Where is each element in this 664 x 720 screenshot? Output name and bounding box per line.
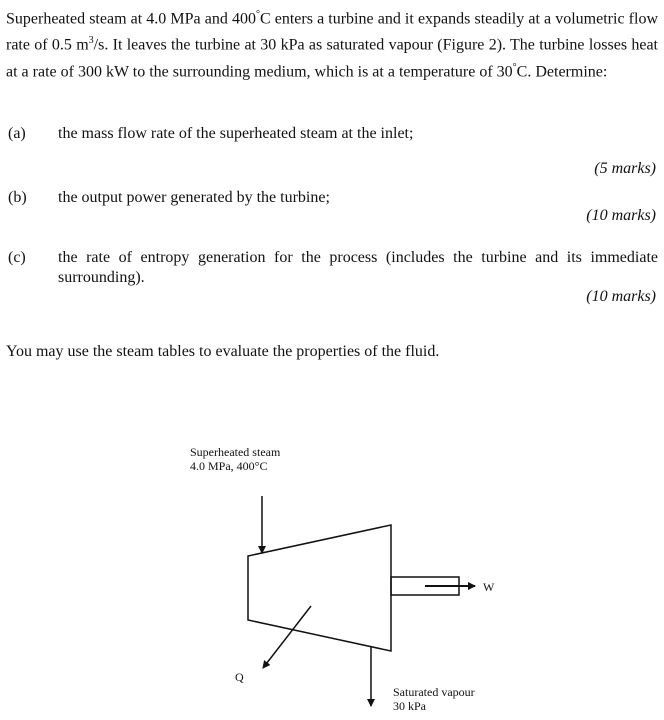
outlet-label-line2: 30 kPa <box>393 699 426 713</box>
question-label: (a) <box>8 125 26 142</box>
work-label: W <box>483 580 495 594</box>
question-text: the output power generated by the turbine; <box>58 189 330 206</box>
heat-label: Q <box>235 670 244 684</box>
intro-text-3: /s. It leaves the turbine at 30 kPa as saturated vapour (Figure 2). The turbine losses heat at a rate of 300 kW to the surrounding medium, which is at a temperature of 30 <box>6 36 659 80</box>
inlet-label <box>190 445 280 473</box>
steam-tables-note: You may use the steam tables to evaluate the properties of the fluid. <box>6 343 440 360</box>
question-label: (c) <box>8 249 26 266</box>
question-text: the mass flow rate of the superheated steam at the inlet; <box>58 125 414 142</box>
intro-text-2: C enters a turbine and it expands steadily at a volumetric flow rate of 0.5 m <box>6 10 658 54</box>
cubed-superscript: 3 <box>88 35 94 47</box>
inlet-label-line1: Superheated steam <box>190 445 281 459</box>
heat-arrow <box>263 606 311 668</box>
question-text: the rate of entropy generation for the process (includes the turbine and its immediate surrounding). <box>58 249 658 286</box>
inlet-label-line2: 4.0 MPa, 400°C <box>190 459 268 473</box>
degree-sign: ° <box>255 9 260 20</box>
question-label: (b) <box>8 189 27 206</box>
outlet-label <box>393 685 475 713</box>
marks: (10 marks) <box>586 207 656 224</box>
intro-text-4: C. Determine: <box>516 62 608 80</box>
outlet-label-line1: Saturated vapour <box>393 685 475 699</box>
turbine-body <box>248 525 391 651</box>
marks: (5 marks) <box>594 160 656 177</box>
intro-text-1: Superheated steam at 4.0 MPa and 400 <box>6 10 256 28</box>
marks: (10 marks) <box>586 288 656 305</box>
degree-sign: ° <box>512 61 517 73</box>
